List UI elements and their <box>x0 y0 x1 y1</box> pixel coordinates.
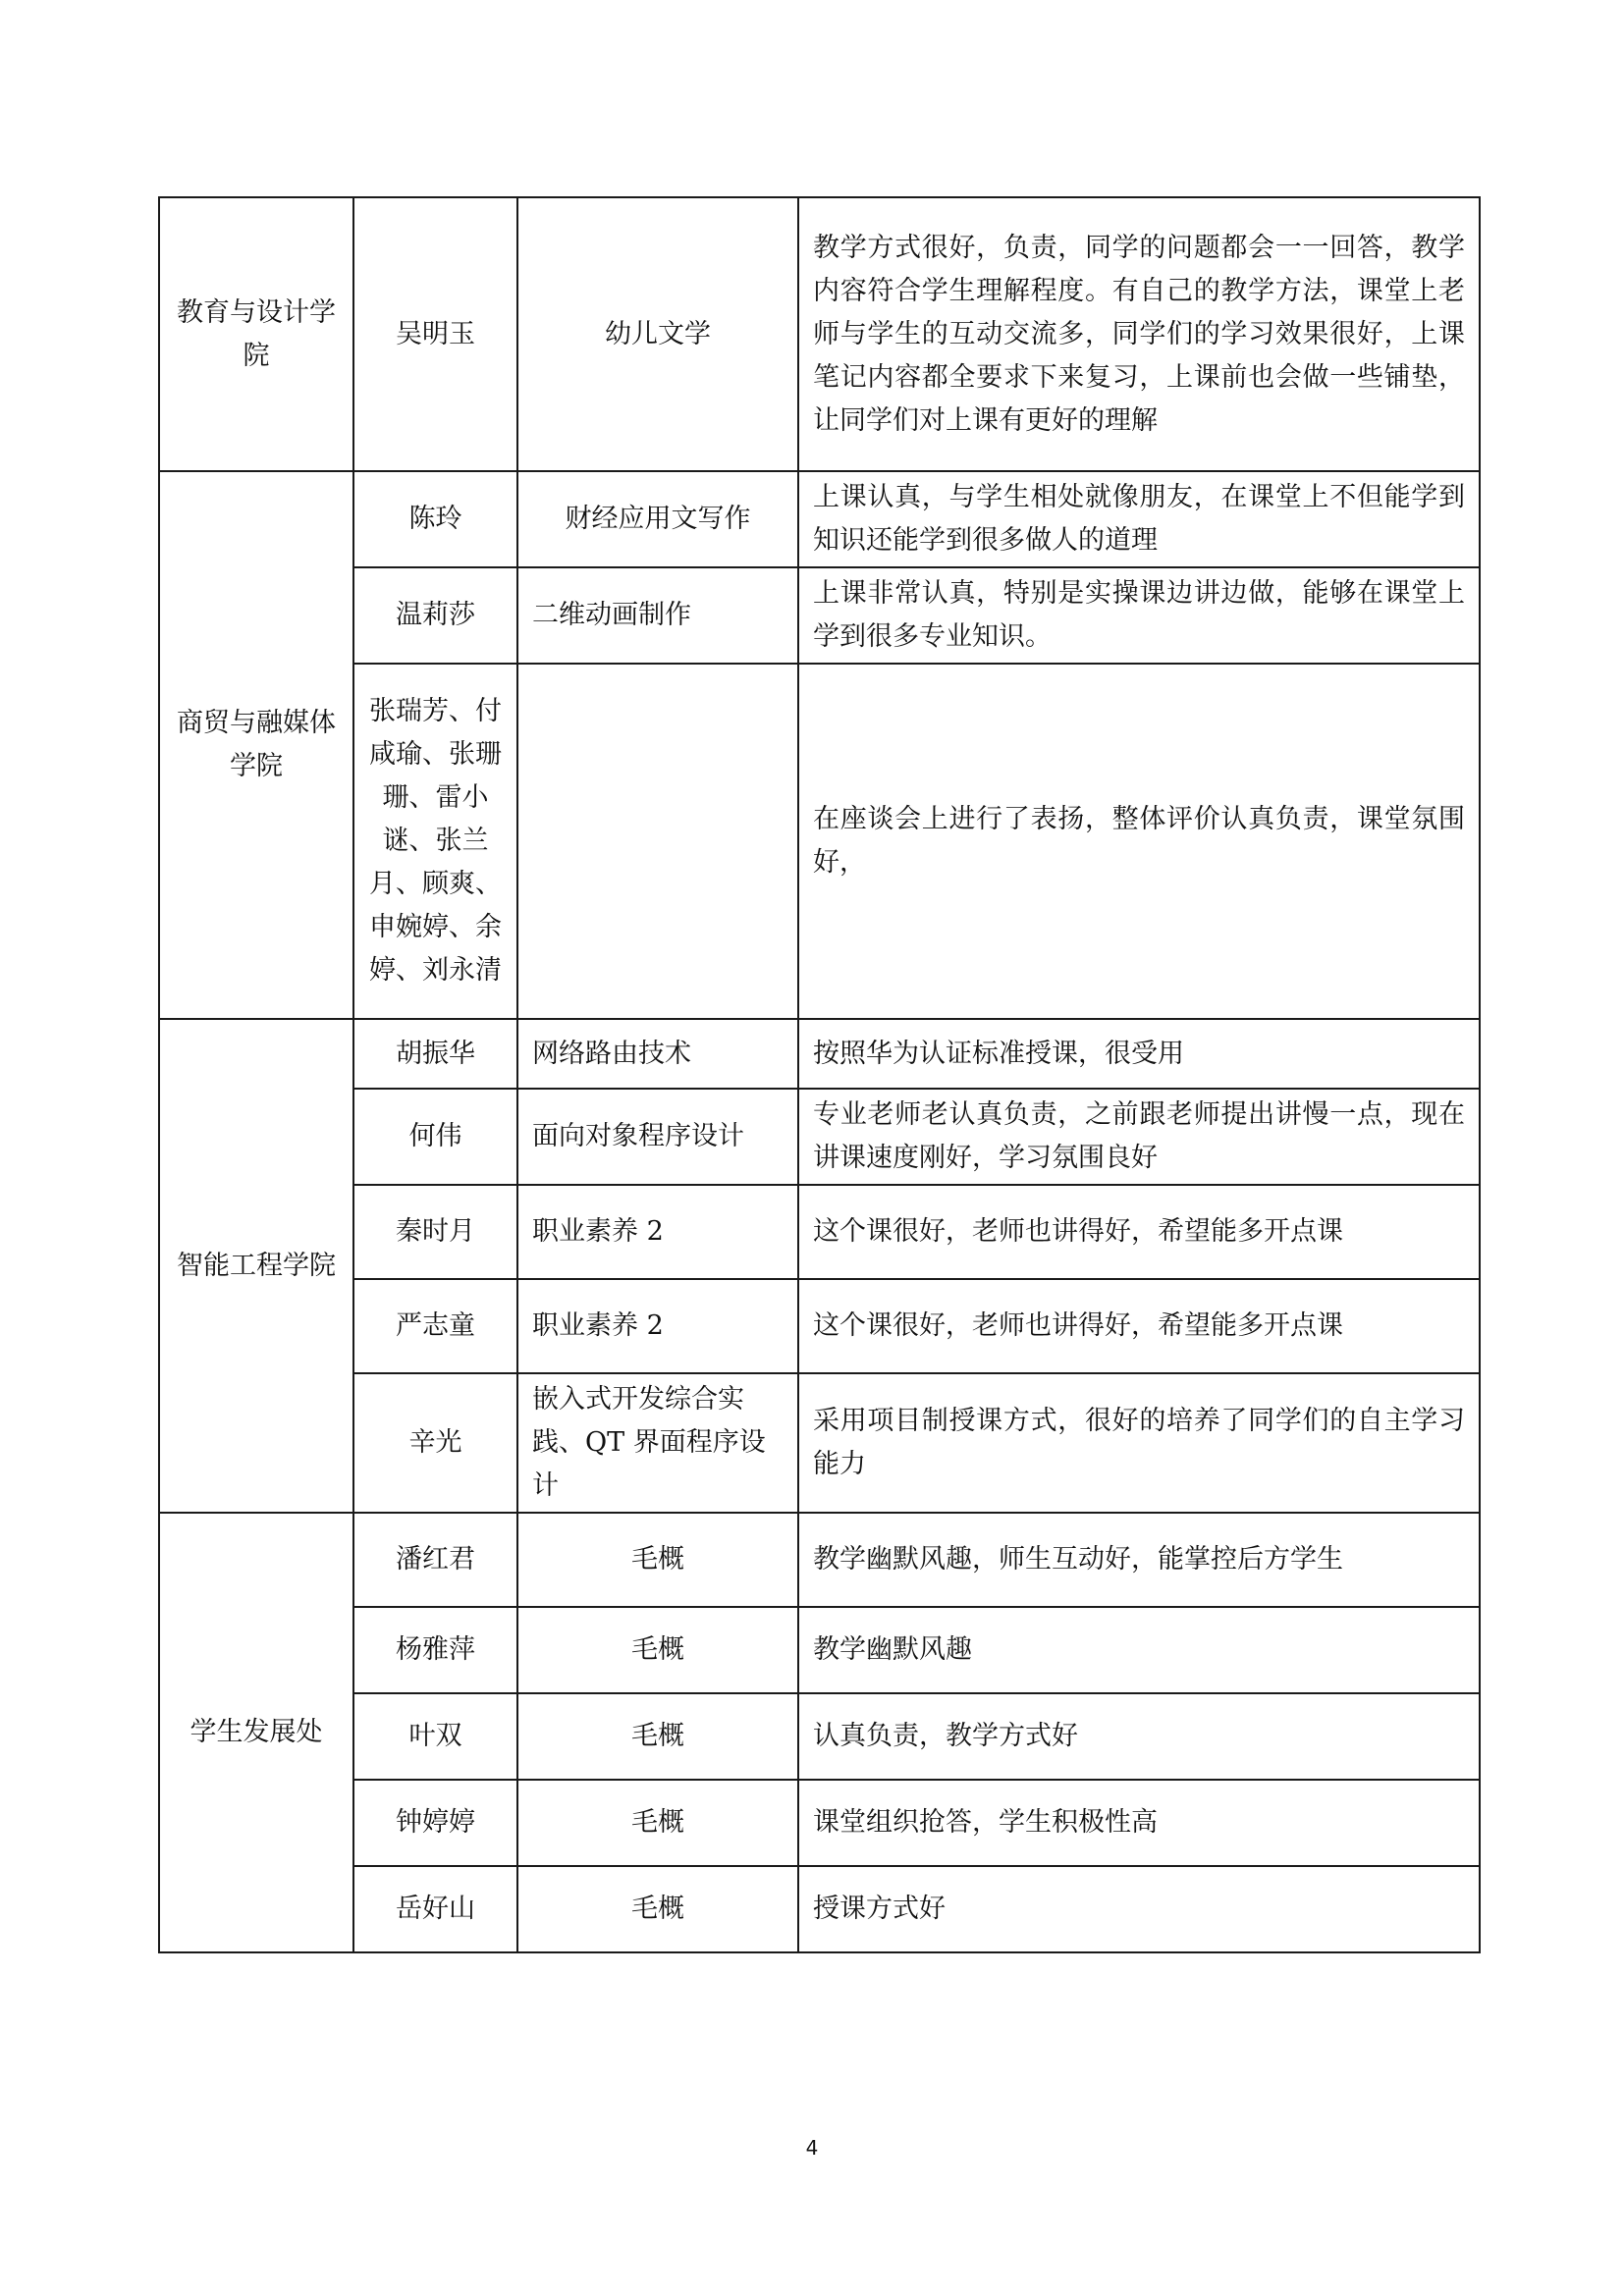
table-row <box>159 1019 1480 1089</box>
table-row <box>159 1866 1480 1952</box>
course-name: 幼儿文学 <box>517 197 798 471</box>
evaluation-comment: 采用项目制授课方式，很好的培养了同学们的自主学习能力 <box>798 1373 1480 1513</box>
evaluation-comment: 课堂组织抢答，学生积极性高 <box>798 1780 1480 1866</box>
teacher-name: 秦时月 <box>353 1185 517 1279</box>
teacher-name: 辛光 <box>353 1373 517 1513</box>
teacher-name: 杨雅萍 <box>353 1607 517 1693</box>
teacher-name: 叶双 <box>353 1693 517 1780</box>
department-cell: 学生发展处 <box>159 1513 353 1952</box>
evaluation-comment: 这个课很好，老师也讲得好，希望能多开点课 <box>798 1185 1480 1279</box>
evaluation-comment: 这个课很好，老师也讲得好，希望能多开点课 <box>798 1279 1480 1373</box>
page-number: 4 <box>805 2136 819 2160</box>
course-name: 面向对象程序设计 <box>517 1089 798 1185</box>
course-name: 毛概 <box>517 1513 798 1607</box>
teacher-name: 温莉莎 <box>353 567 517 664</box>
teacher-name: 胡振华 <box>353 1019 517 1089</box>
course-name: 毛概 <box>517 1693 798 1780</box>
table-row <box>159 471 1480 567</box>
table-row <box>159 1780 1480 1866</box>
table-row <box>159 1373 1480 1513</box>
table-row <box>159 1607 1480 1693</box>
course-name: 二维动画制作 <box>517 567 798 664</box>
table-row <box>159 664 1480 1019</box>
evaluation-comment: 认真负责，教学方式好 <box>798 1693 1480 1780</box>
course-name <box>517 664 798 1019</box>
course-name: 网络路由技术 <box>517 1019 798 1089</box>
teacher-name: 陈玲 <box>353 471 517 567</box>
evaluation-comment: 在座谈会上进行了表扬，整体评价认真负责，课堂氛围好， <box>798 664 1480 1019</box>
course-name: 毛概 <box>517 1780 798 1866</box>
department-cell: 教育与设计学院 <box>159 197 353 471</box>
course-name: 嵌入式开发综合实践、QT 界面程序设计 <box>517 1373 798 1513</box>
teacher-name: 岳好山 <box>353 1866 517 1952</box>
evaluation-comment: 教学幽默风趣，师生互动好，能掌控后方学生 <box>798 1513 1480 1607</box>
course-name: 职业素养 2 <box>517 1185 798 1279</box>
table-row <box>159 567 1480 664</box>
teacher-name: 严志童 <box>353 1279 517 1373</box>
table-row <box>159 1185 1480 1279</box>
evaluation-comment: 按照华为认证标准授课，很受用 <box>798 1019 1480 1089</box>
teacher-name: 张瑞芳、付咸瑜、张珊珊、雷小谜、张兰月、顾爽、申婉婷、余婷、刘永清 <box>353 664 517 1019</box>
teacher-name: 何伟 <box>353 1089 517 1185</box>
table-row <box>159 1513 1480 1607</box>
department-cell: 智能工程学院 <box>159 1019 353 1513</box>
course-name: 财经应用文写作 <box>517 471 798 567</box>
table-row <box>159 197 1480 471</box>
teacher-name: 钟婷婷 <box>353 1780 517 1866</box>
evaluation-comment: 授课方式好 <box>798 1866 1480 1952</box>
course-name: 职业素养 2 <box>517 1279 798 1373</box>
teacher-evaluation-table <box>158 196 1481 1953</box>
table-row <box>159 1089 1480 1185</box>
evaluation-comment: 专业老师老认真负责，之前跟老师提出讲慢一点，现在讲课速度刚好，学习氛围良好 <box>798 1089 1480 1185</box>
table-row <box>159 1279 1480 1373</box>
evaluation-comment: 教学方式很好，负责，同学的问题都会一一回答，教学内容符合学生理解程度。有自己的教学方法，课堂上老师与学生的互动交流多，同学们的学习效果很好，上课笔记内容都全要求下来复习，上课前也会做一些铺垫，让同学们对上课有更好的理解 <box>798 197 1480 471</box>
course-name: 毛概 <box>517 1866 798 1952</box>
evaluation-comment: 教学幽默风趣 <box>798 1607 1480 1693</box>
teacher-name: 吴明玉 <box>353 197 517 471</box>
evaluation-comment: 上课认真，与学生相处就像朋友，在课堂上不但能学到知识还能学到很多做人的道理 <box>798 471 1480 567</box>
teacher-name: 潘红君 <box>353 1513 517 1607</box>
evaluation-comment: 上课非常认真，特别是实操课边讲边做，能够在课堂上学到很多专业知识。 <box>798 567 1480 664</box>
table-row <box>159 1693 1480 1780</box>
department-cell: 商贸与融媒体学院 <box>159 471 353 1019</box>
course-name: 毛概 <box>517 1607 798 1693</box>
